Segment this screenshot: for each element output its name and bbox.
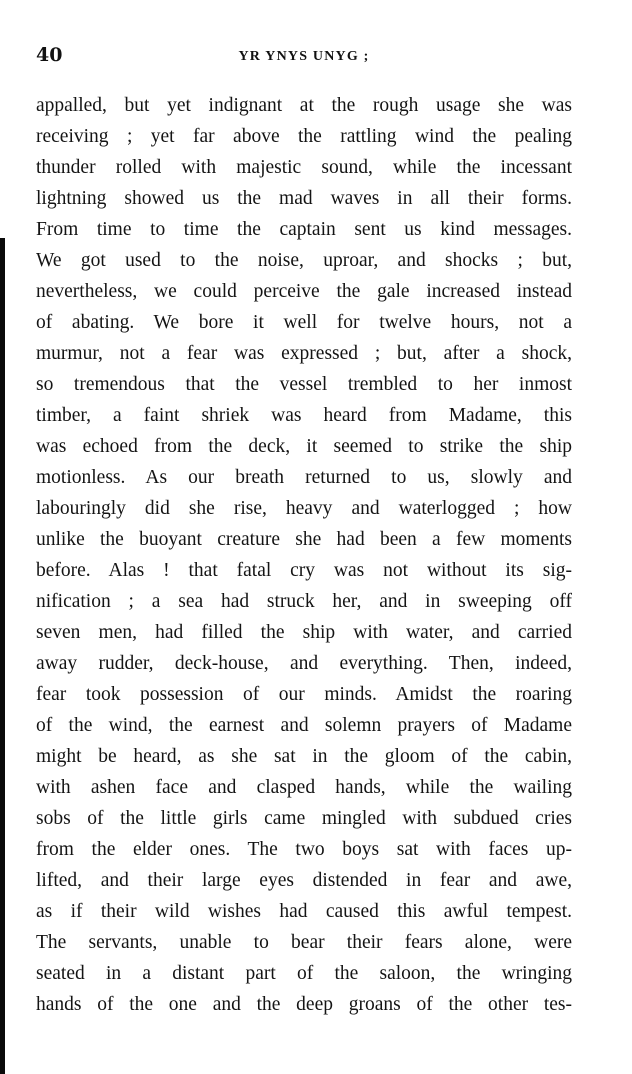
- text-line: murmur, not a fear was expressed ; but, after a shock,: [36, 343, 572, 364]
- text-line: labouringly did she rise, heavy and waterlogged ; how: [36, 498, 572, 519]
- text-line: thunder rolled with majestic sound, while the incessant: [36, 157, 572, 178]
- text-line: unlike the buoyant creature she had been a few moments: [36, 529, 572, 550]
- text-line: The servants, unable to bear their fears alone, were: [36, 932, 572, 953]
- text-line: of the wind, the earnest and solemn prayers of Madame: [36, 715, 572, 736]
- text-line: so tremendous that the vessel trembled to her inmost: [36, 374, 572, 395]
- text-line: might be heard, as she sat in the gloom of the cabin,: [36, 746, 572, 767]
- text-line: appalled, but yet indignant at the rough usage she was: [36, 95, 572, 116]
- body-text: [36, 90, 572, 1020]
- text-line: lifted, and their large eyes distended in fear and awe,: [36, 870, 572, 891]
- text-line: away rudder, deck-house, and everything. Then, indeed,: [36, 653, 572, 674]
- text-line: From time to time the captain sent us kind messages.: [36, 219, 572, 240]
- text-line: as if their wild wishes had caused this awful tempest.: [36, 901, 572, 922]
- text-line: lightning showed us the mad waves in all their forms.: [36, 188, 572, 209]
- page-number: 40: [36, 44, 63, 66]
- page-edge-shadow: [0, 238, 5, 1074]
- text-line: hands of the one and the deep groans of the other tes-: [36, 994, 572, 1015]
- text-line: nification ; a sea had struck her, and in sweeping off: [36, 591, 572, 612]
- text-line: seated in a distant part of the saloon, the wringing: [36, 963, 572, 984]
- text-line: from the elder ones. The two boys sat with faces up-: [36, 839, 572, 860]
- text-line: before. Alas ! that fatal cry was not without its sig-: [36, 560, 572, 581]
- text-line: of abating. We bore it well for twelve hours, not a: [36, 312, 572, 333]
- text-line: motionless. As our breath returned to us, slowly and: [36, 467, 572, 488]
- text-line: fear took possession of our minds. Amidst the roaring: [36, 684, 572, 705]
- page-header: [36, 44, 572, 70]
- text-line: was echoed from the deck, it seemed to strike the ship: [36, 436, 572, 457]
- text-line: sobs of the little girls came mingled with subdued cries: [36, 808, 572, 829]
- running-head: YR YNYS UNYG ;: [238, 49, 370, 64]
- text-line: timber, a faint shriek was heard from Madame, this: [36, 405, 572, 426]
- text-line: with ashen face and clasped hands, while the wailing: [36, 777, 572, 798]
- text-line: seven men, had filled the ship with water, and carried: [36, 622, 572, 643]
- text-line: nevertheless, we could perceive the gale increased instead: [36, 281, 572, 302]
- text-line: We got used to the noise, uproar, and shocks ; but,: [36, 250, 572, 271]
- text-line: receiving ; yet far above the rattling wind the pealing: [36, 126, 572, 147]
